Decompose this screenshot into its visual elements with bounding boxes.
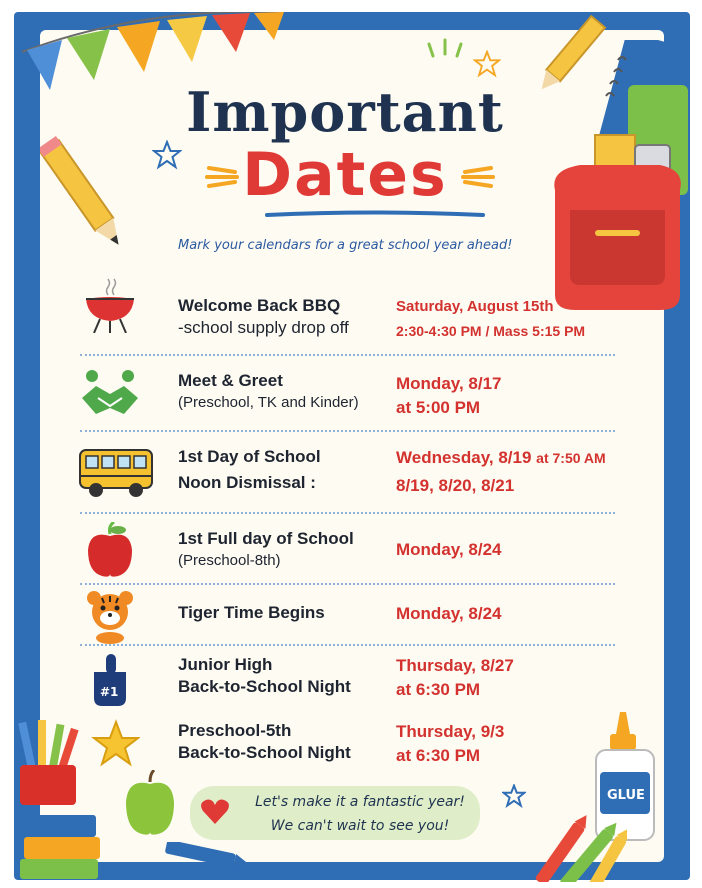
event-time: at 6:30 PM xyxy=(396,680,481,699)
green-apple-icon xyxy=(120,770,180,836)
event-detail: Back-to-School Night xyxy=(178,677,351,696)
event-date: Monday, 8/24 xyxy=(396,540,502,559)
event-title: 1st Full day of School xyxy=(178,529,354,548)
event-date: Saturday, August 15th xyxy=(396,298,554,315)
pencil-icon xyxy=(40,130,130,260)
row-divider xyxy=(80,430,615,432)
page-subtitle: Mark your calendars for a great school year ahead! xyxy=(178,238,513,253)
event-date: Monday, 8/17 xyxy=(396,374,502,393)
row-divider xyxy=(80,354,615,356)
foam-finger-icon xyxy=(80,652,140,708)
event-date: Wednesday, 8/19 xyxy=(396,448,532,467)
event-date: Thursday, 8/27 xyxy=(396,656,514,675)
tiger-icon xyxy=(80,588,140,644)
event-detail: (Preschool-8th) xyxy=(178,552,281,569)
event-row-full-day xyxy=(80,518,620,584)
event-title: 1st Day of School xyxy=(178,447,321,466)
event-row-bbq xyxy=(80,275,620,355)
closing-message xyxy=(240,790,480,838)
star-outline-icon xyxy=(152,140,182,170)
event-detail: (Preschool, TK and Kinder) xyxy=(178,394,359,411)
row-divider xyxy=(80,583,615,585)
event-title: Junior High xyxy=(178,655,273,674)
title-flourish xyxy=(205,162,495,192)
page-title: Important xyxy=(186,80,504,144)
event-dismissal-dates: 8/19, 8/20, 8/21 xyxy=(396,476,515,495)
event-detail: Noon Dismissal : xyxy=(178,473,316,492)
event-row-tiger-time xyxy=(80,588,620,644)
crayon-icon xyxy=(165,842,250,870)
event-time: at 7:50 AM xyxy=(536,450,606,466)
school-bus-icon xyxy=(78,444,156,500)
row-divider xyxy=(80,512,615,514)
event-title: Welcome Back BBQ xyxy=(178,296,341,315)
event-time: at 6:30 PM xyxy=(396,746,481,765)
event-row-first-day xyxy=(80,436,620,514)
sparkle-icon xyxy=(425,36,465,60)
heart-icon xyxy=(200,798,230,826)
event-row-meet-greet xyxy=(80,360,620,432)
star-outline-icon xyxy=(473,50,501,78)
event-title: Tiger Time Begins xyxy=(178,603,325,622)
closing-line-2: We can't wait to see you! xyxy=(270,818,450,834)
glue-label: GLUE xyxy=(607,788,645,803)
grill-icon xyxy=(80,277,140,333)
event-title: Meet & Greet xyxy=(178,371,283,390)
event-date: Thursday, 9/3 xyxy=(396,722,505,741)
event-time: 2:30-4:30 PM / Mass 5:15 PM xyxy=(396,323,586,339)
event-row-junior-high xyxy=(80,650,620,714)
closing-line-1: Let's make it a fantastic year! xyxy=(255,794,465,810)
row-divider xyxy=(80,644,615,646)
apple-icon xyxy=(80,522,140,578)
event-detail: -school supply drop off xyxy=(178,318,349,337)
event-date: Monday, 8/24 xyxy=(396,604,502,623)
title-underline xyxy=(265,210,485,218)
event-title: Preschool-5th xyxy=(178,721,292,740)
page-title-highlight: Dates xyxy=(242,140,448,210)
handshake-icon xyxy=(80,368,140,424)
foam-finger-label: #1 xyxy=(100,685,119,699)
crayons-icon xyxy=(520,800,640,882)
event-detail: Back-to-School Night xyxy=(178,743,351,762)
backpack-icon xyxy=(540,40,690,315)
event-row-preschool-5th xyxy=(80,718,620,774)
pencil-cup-icon xyxy=(18,720,108,880)
event-time: at 5:00 PM xyxy=(396,398,481,417)
